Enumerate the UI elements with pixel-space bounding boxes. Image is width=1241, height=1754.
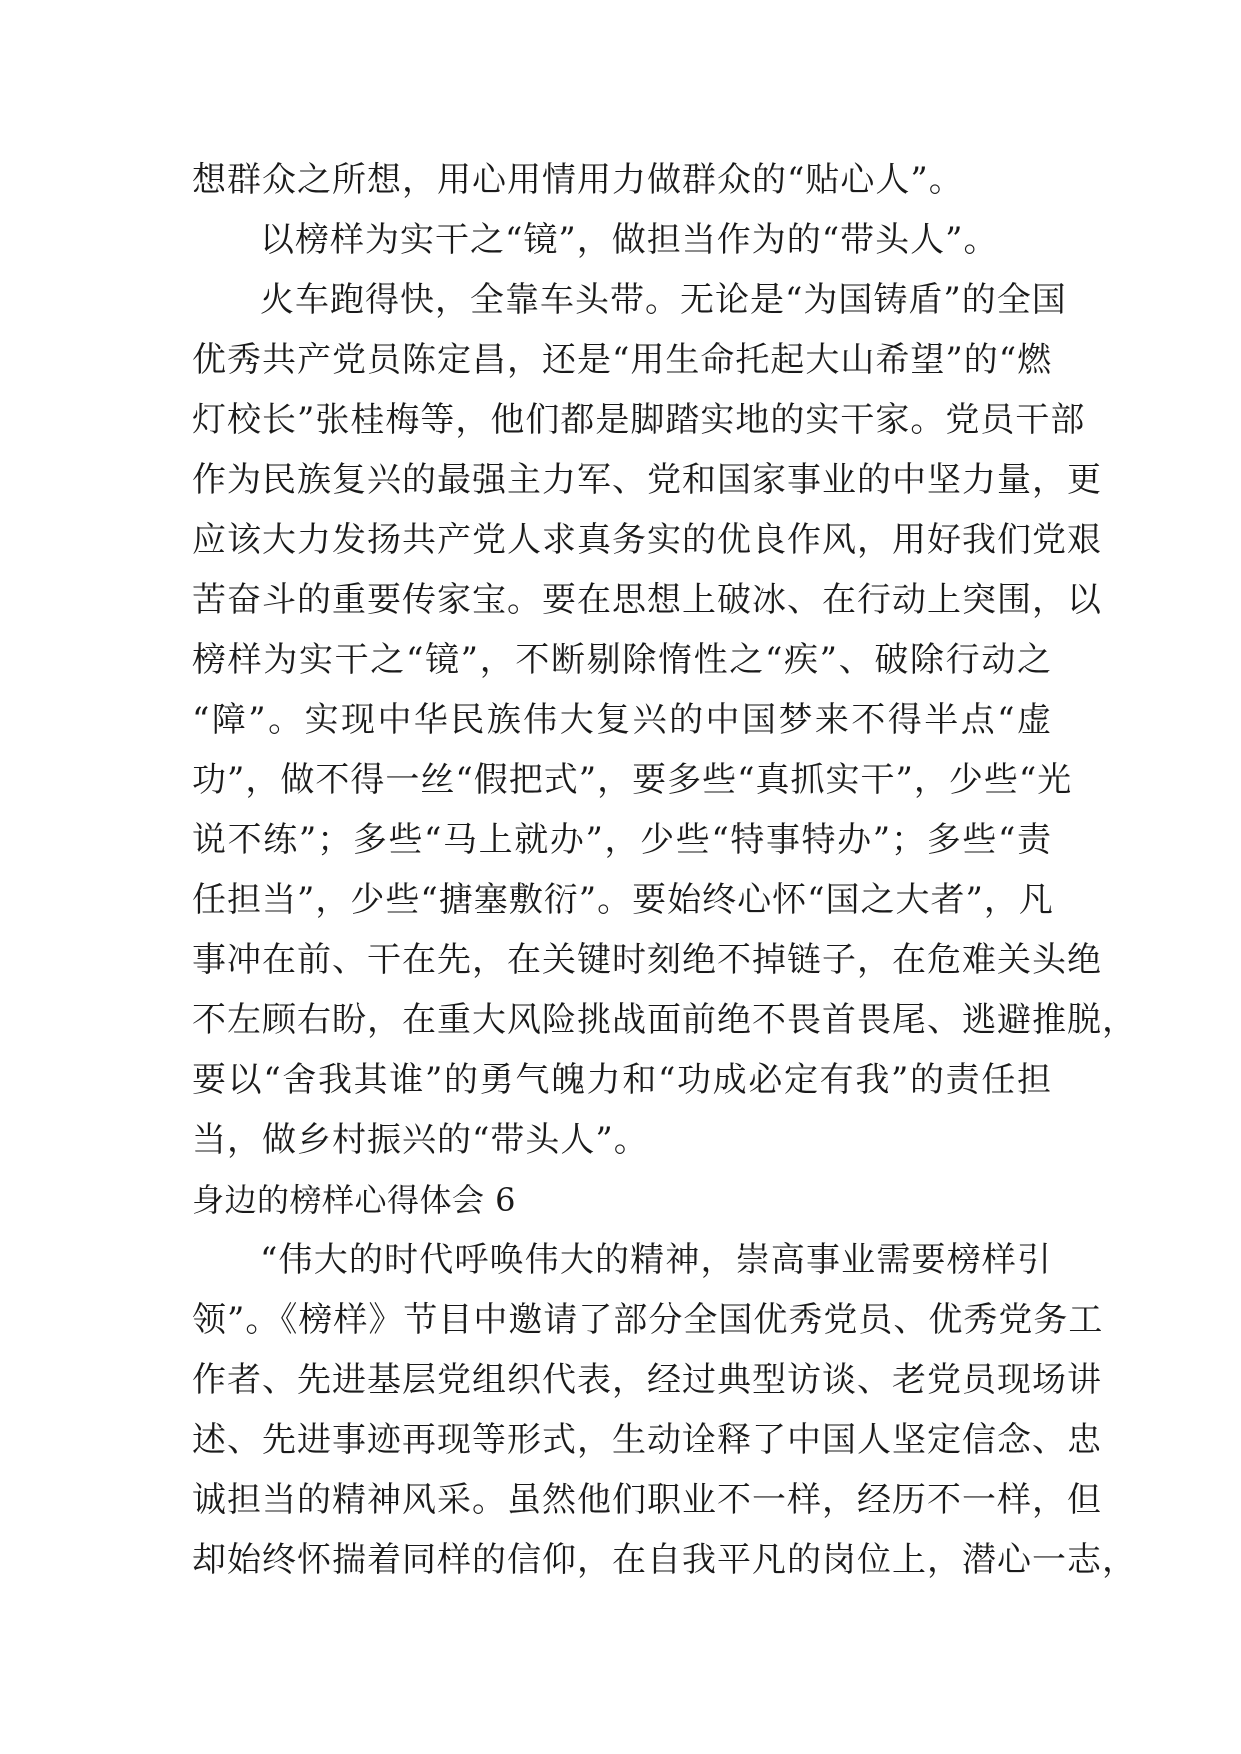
text-line: 要以“舍我其谁”的勇气魄力和“功成必定有我”的责任担 [192,1060,1052,1100]
text-line: 领”。《榜样》节目中邀请了部分全国优秀党员、优秀党务工 [192,1300,1104,1340]
text-line: 灯校长”张桂梅等，他们都是脚踏实地的实干家。党员干部 [192,400,1086,440]
text-line: 苦奋斗的重要传家宝。要在思想上破冰、在行动上突围，以 [192,580,1102,620]
text-line: 优秀共产党员陈定昌，还是“用生命托起大山希望”的“燃 [192,340,1053,380]
text-line: “伟大的时代呼唤伟大的精神，崇高事业需要榜样引 [260,1240,1052,1280]
text-line: 述、先进事迹再现等形式，生动诠释了中国人坚定信念、忠 [192,1420,1102,1460]
text-line: 想群众之所想，用心用情用力做群众的“贴心人”。 [192,160,964,200]
section-heading: 身边的榜样心得体会 6 [192,1181,517,1219]
text-line: “障”。实现中华民族伟大复兴的中国梦来不得半点“虚 [192,700,1052,740]
text-line: 榜样为实干之“镜”，不断剔除惰性之“疾”、破除行动之 [192,640,1052,680]
text-line: 不左顾右盼，在重大风险挑战面前绝不畏首畏尾、逃避推脱， [192,1000,1137,1040]
text-line: 功”，做不得一丝“假把式”，要多些“真抓实干”，少些“光 [192,760,1073,800]
text-line: 火车跑得快，全靠车头带。无论是“为国铸盾”的全国 [260,280,1067,320]
text-line: 诚担当的精神风采。虽然他们职业不一样，经历不一样，但 [192,1480,1102,1520]
text-line: 却始终怀揣着同样的信仰，在自我平凡的岗位上，潜心一志， [192,1540,1137,1580]
text-line: 说不练”；多些“马上就办”，少些“特事特办”；多些“责 [192,820,1052,860]
text-line: 任担当”，少些“搪塞敷衍”。要始终心怀“国之大者”，凡 [192,880,1054,920]
text-line: 以榜样为实干之“镜”，做担当作为的“带头人”。 [260,220,999,260]
text-line: 应该大力发扬共产党人求真务实的优良作风，用好我们党艰 [192,520,1102,560]
text-line: 事冲在前、干在先，在关键时刻绝不掉链子，在危难关头绝 [192,940,1102,980]
text-line: 作为民族复兴的最强主力军、党和国家事业的中坚力量，更 [192,460,1102,500]
document-body [192,150,1137,1590]
text-line: 当，做乡村振兴的“带头人”。 [192,1120,649,1160]
text-line: 作者、先进基层党组织代表，经过典型访谈、老党员现场讲 [192,1360,1102,1400]
